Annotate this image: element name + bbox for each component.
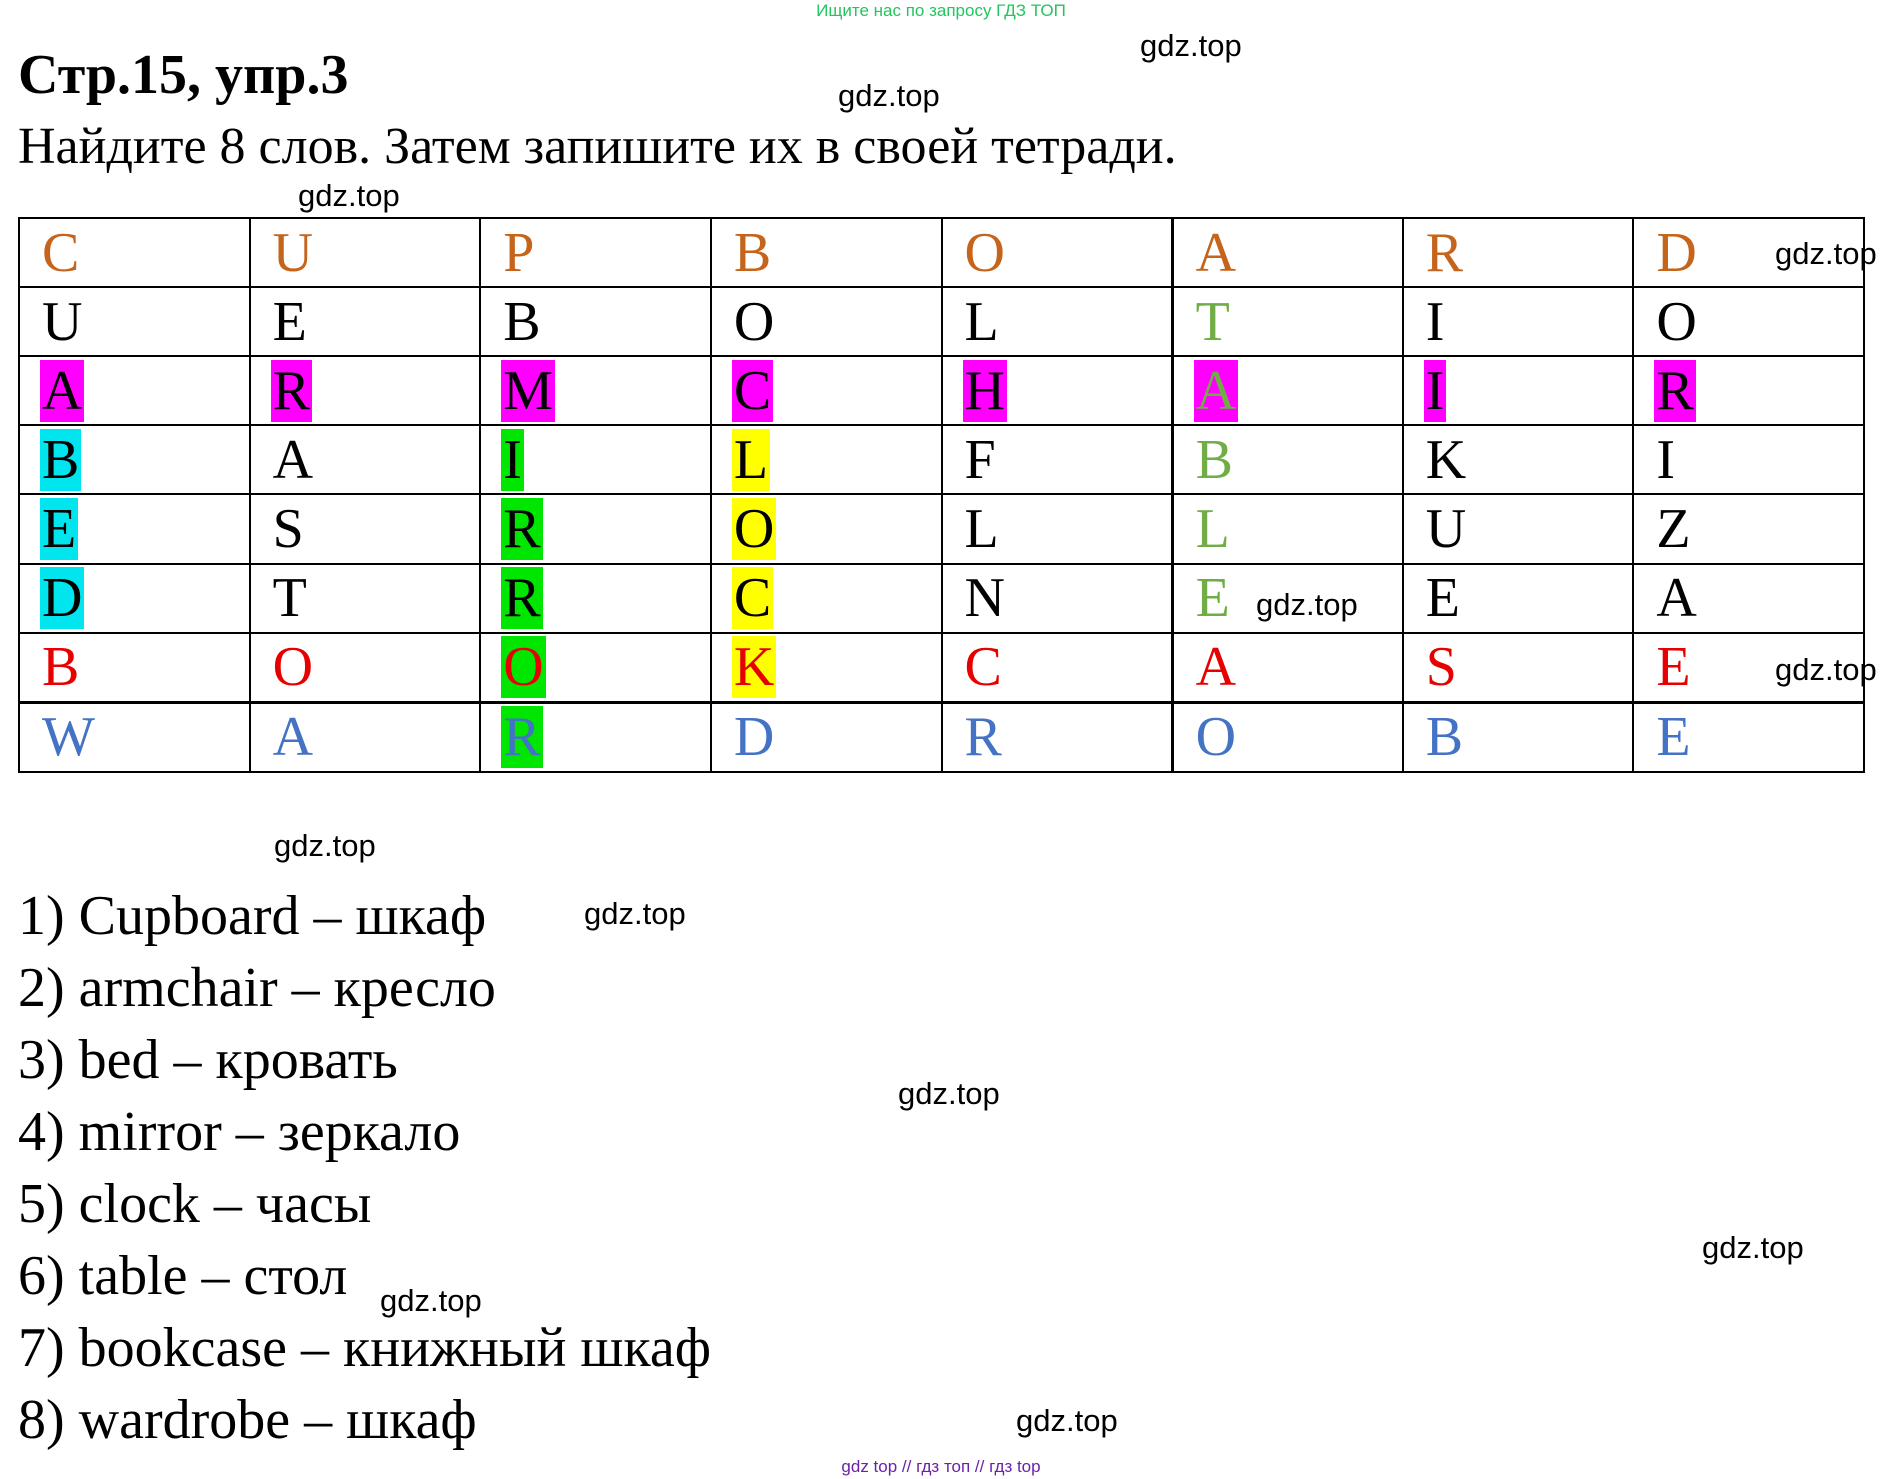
watermark: gdz.top [1140, 28, 1242, 63]
grid-letter: C [733, 359, 772, 422]
grid-letter: E [1656, 636, 1691, 699]
grid-cell [250, 564, 481, 633]
answer-list [18, 880, 711, 1456]
watermark: gdz.top [1775, 236, 1877, 271]
grid-letter: M [503, 359, 554, 422]
grid-cell [19, 425, 250, 494]
grid-cell [1172, 702, 1403, 772]
grid-letter: H [964, 359, 1005, 422]
grid-cell [19, 218, 250, 287]
grid-cell [711, 218, 942, 287]
grid-cell [1172, 218, 1403, 287]
grid-letter: A [1195, 221, 1237, 284]
grid-cell [250, 702, 481, 772]
grid-letter: R [1425, 221, 1464, 284]
grid-letter: R [503, 497, 541, 560]
footer-links: gdz top // гдз топ // гдз top [841, 1457, 1041, 1476]
grid-cell [942, 218, 1173, 287]
grid-cell [19, 494, 250, 563]
watermark: gdz.top [838, 78, 940, 113]
grid-cell [480, 564, 711, 633]
grid-letter: C [964, 636, 1002, 699]
grid-row [19, 356, 1864, 425]
watermark: gdz.top [380, 1283, 482, 1318]
grid-letter: E [1425, 567, 1460, 630]
grid-cell [480, 218, 711, 287]
grid-cell [1403, 287, 1634, 356]
grid-cell [1403, 218, 1634, 287]
grid-cell [1172, 494, 1403, 563]
grid-letter: L [964, 497, 999, 560]
grid-letter: L [1195, 497, 1230, 560]
grid-cell [19, 356, 250, 425]
grid-cell [19, 702, 250, 772]
grid-letter: I [1425, 290, 1445, 353]
grid-cell [942, 287, 1173, 356]
grid-cell [1633, 287, 1864, 356]
grid-row [19, 287, 1864, 356]
grid-cell [942, 702, 1173, 772]
grid-cell [1633, 494, 1864, 563]
grid-letter: U [1425, 497, 1467, 560]
grid-cell [1403, 564, 1634, 633]
grid-row [19, 702, 1864, 772]
watermark: gdz.top [274, 828, 376, 863]
grid-letter: Z [1656, 497, 1691, 560]
watermark: gdz.top [1016, 1403, 1118, 1438]
grid-letter: U [42, 290, 83, 353]
grid-cell [1403, 702, 1634, 772]
grid-letter: E [272, 290, 307, 353]
grid-letter: O [733, 290, 775, 353]
grid-cell [942, 425, 1173, 494]
grid-cell [1172, 425, 1403, 494]
grid-cell [250, 494, 481, 563]
grid-letter: T [272, 567, 307, 630]
grid-letter: A [272, 706, 314, 769]
grid-cell [480, 356, 711, 425]
grid-letter: I [1656, 428, 1676, 491]
grid-letter: B [1195, 428, 1233, 491]
grid-cell [480, 494, 711, 563]
grid-cell [1403, 494, 1634, 563]
grid-letter: L [964, 290, 999, 353]
grid-cell [1172, 356, 1403, 425]
grid-letter: K [733, 636, 775, 699]
grid-letter: E [1656, 706, 1691, 769]
watermark: gdz.top [584, 896, 686, 931]
page-title: Стр.15, упр.3 [18, 44, 349, 106]
answer-item: 7) bookcase – книжный шкаф [18, 1317, 712, 1379]
answer-item: 6) table – стол [18, 1245, 348, 1307]
grid-letter: A [1195, 359, 1237, 422]
grid-letter: I [1425, 359, 1445, 422]
grid-cell [942, 564, 1173, 633]
grid-letter: A [42, 359, 83, 422]
grid-cell [19, 633, 250, 703]
watermark: gdz.top [1702, 1230, 1804, 1265]
grid-letter: I [503, 428, 522, 491]
grid-letter: D [733, 706, 775, 769]
answer-item: 1) Cupboard – шкаф [18, 885, 487, 947]
grid-cell [711, 702, 942, 772]
grid-letter: R [1656, 359, 1694, 422]
grid-row [19, 494, 1864, 563]
grid-cell [711, 633, 942, 703]
grid-letter: D [1656, 221, 1697, 284]
grid-cell [711, 564, 942, 633]
grid-letter: S [1425, 636, 1457, 699]
grid-row [19, 218, 1864, 287]
grid-cell [1172, 633, 1403, 703]
grid-letter: O [503, 636, 544, 699]
grid-letter: P [503, 221, 535, 284]
grid-letter: C [733, 567, 772, 630]
grid-cell [1403, 425, 1634, 494]
top-banner: Ищите нас по запросу ГДЗ ТОП [816, 1, 1066, 20]
grid-letter: O [964, 221, 1005, 284]
grid-letter: R [964, 706, 1002, 769]
answer-item: 5) clock – часы [18, 1173, 372, 1235]
grid-letter: O [733, 497, 775, 560]
grid-cell [1633, 425, 1864, 494]
watermark: gdz.top [298, 178, 400, 213]
grid-letter: U [272, 221, 314, 284]
exercise-instruction: Найдите 8 слов. Затем запишите их в своей тетради. [18, 118, 1177, 175]
grid-letter: K [1425, 428, 1467, 491]
grid-cell [942, 633, 1173, 703]
grid-cell [942, 356, 1173, 425]
grid-cell [480, 633, 711, 703]
grid-letter: W [42, 706, 95, 769]
grid-cell [480, 287, 711, 356]
grid-cell [250, 633, 481, 703]
grid-letter: F [964, 428, 996, 491]
grid-cell [711, 494, 942, 563]
grid-letter: B [733, 221, 772, 284]
grid-cell [250, 356, 481, 425]
grid-letter: L [733, 428, 769, 491]
grid-cell [480, 702, 711, 772]
grid-letter: D [42, 567, 83, 630]
answer-item: 4) mirror – зеркало [18, 1101, 461, 1163]
grid-cell [250, 425, 481, 494]
grid-letter: R [272, 359, 310, 422]
grid-cell [19, 564, 250, 633]
grid-cell [19, 287, 250, 356]
grid-letter: A [272, 428, 314, 491]
grid-letter: E [42, 497, 77, 560]
grid-row [19, 564, 1864, 633]
grid-letter: B [1425, 706, 1464, 769]
grid-letter: A [1656, 567, 1697, 630]
grid-letter: A [1195, 636, 1237, 699]
answer-item: 2) armchair – кресло [18, 957, 496, 1019]
grid-row [19, 633, 1864, 703]
grid-letter: R [503, 567, 541, 630]
grid-letter: B [42, 636, 80, 699]
grid-cell [1403, 356, 1634, 425]
grid-cell [942, 494, 1173, 563]
grid-cell [1633, 564, 1864, 633]
watermark: gdz.top [898, 1076, 1000, 1111]
grid-letter: C [42, 221, 80, 284]
watermark: gdz.top [1775, 652, 1877, 687]
grid-cell [250, 287, 481, 356]
grid-letter: R [503, 706, 541, 769]
grid-letter: T [1195, 290, 1230, 353]
grid-letter: O [1195, 706, 1237, 769]
grid-letter: O [1656, 290, 1697, 353]
grid-letter: S [272, 497, 304, 560]
grid-cell [1403, 633, 1634, 703]
watermark: gdz.top [1256, 587, 1358, 622]
grid-letter: E [1195, 567, 1230, 630]
grid-cell [1172, 287, 1403, 356]
grid-cell [1633, 702, 1864, 772]
grid-letter: B [42, 428, 80, 491]
grid-cell [711, 287, 942, 356]
answer-item: 8) wardrobe – шкаф [18, 1389, 477, 1451]
grid-letter: N [964, 567, 1005, 630]
grid-cell [711, 356, 942, 425]
word-search-grid [18, 217, 1865, 773]
grid-cell [250, 218, 481, 287]
answer-item: 3) bed – кровать [18, 1029, 398, 1091]
grid-row [19, 425, 1864, 494]
grid-letter: O [272, 636, 314, 699]
grid-cell [1633, 356, 1864, 425]
grid-cell [480, 425, 711, 494]
grid-cell [711, 425, 942, 494]
grid-letter: B [503, 290, 541, 353]
